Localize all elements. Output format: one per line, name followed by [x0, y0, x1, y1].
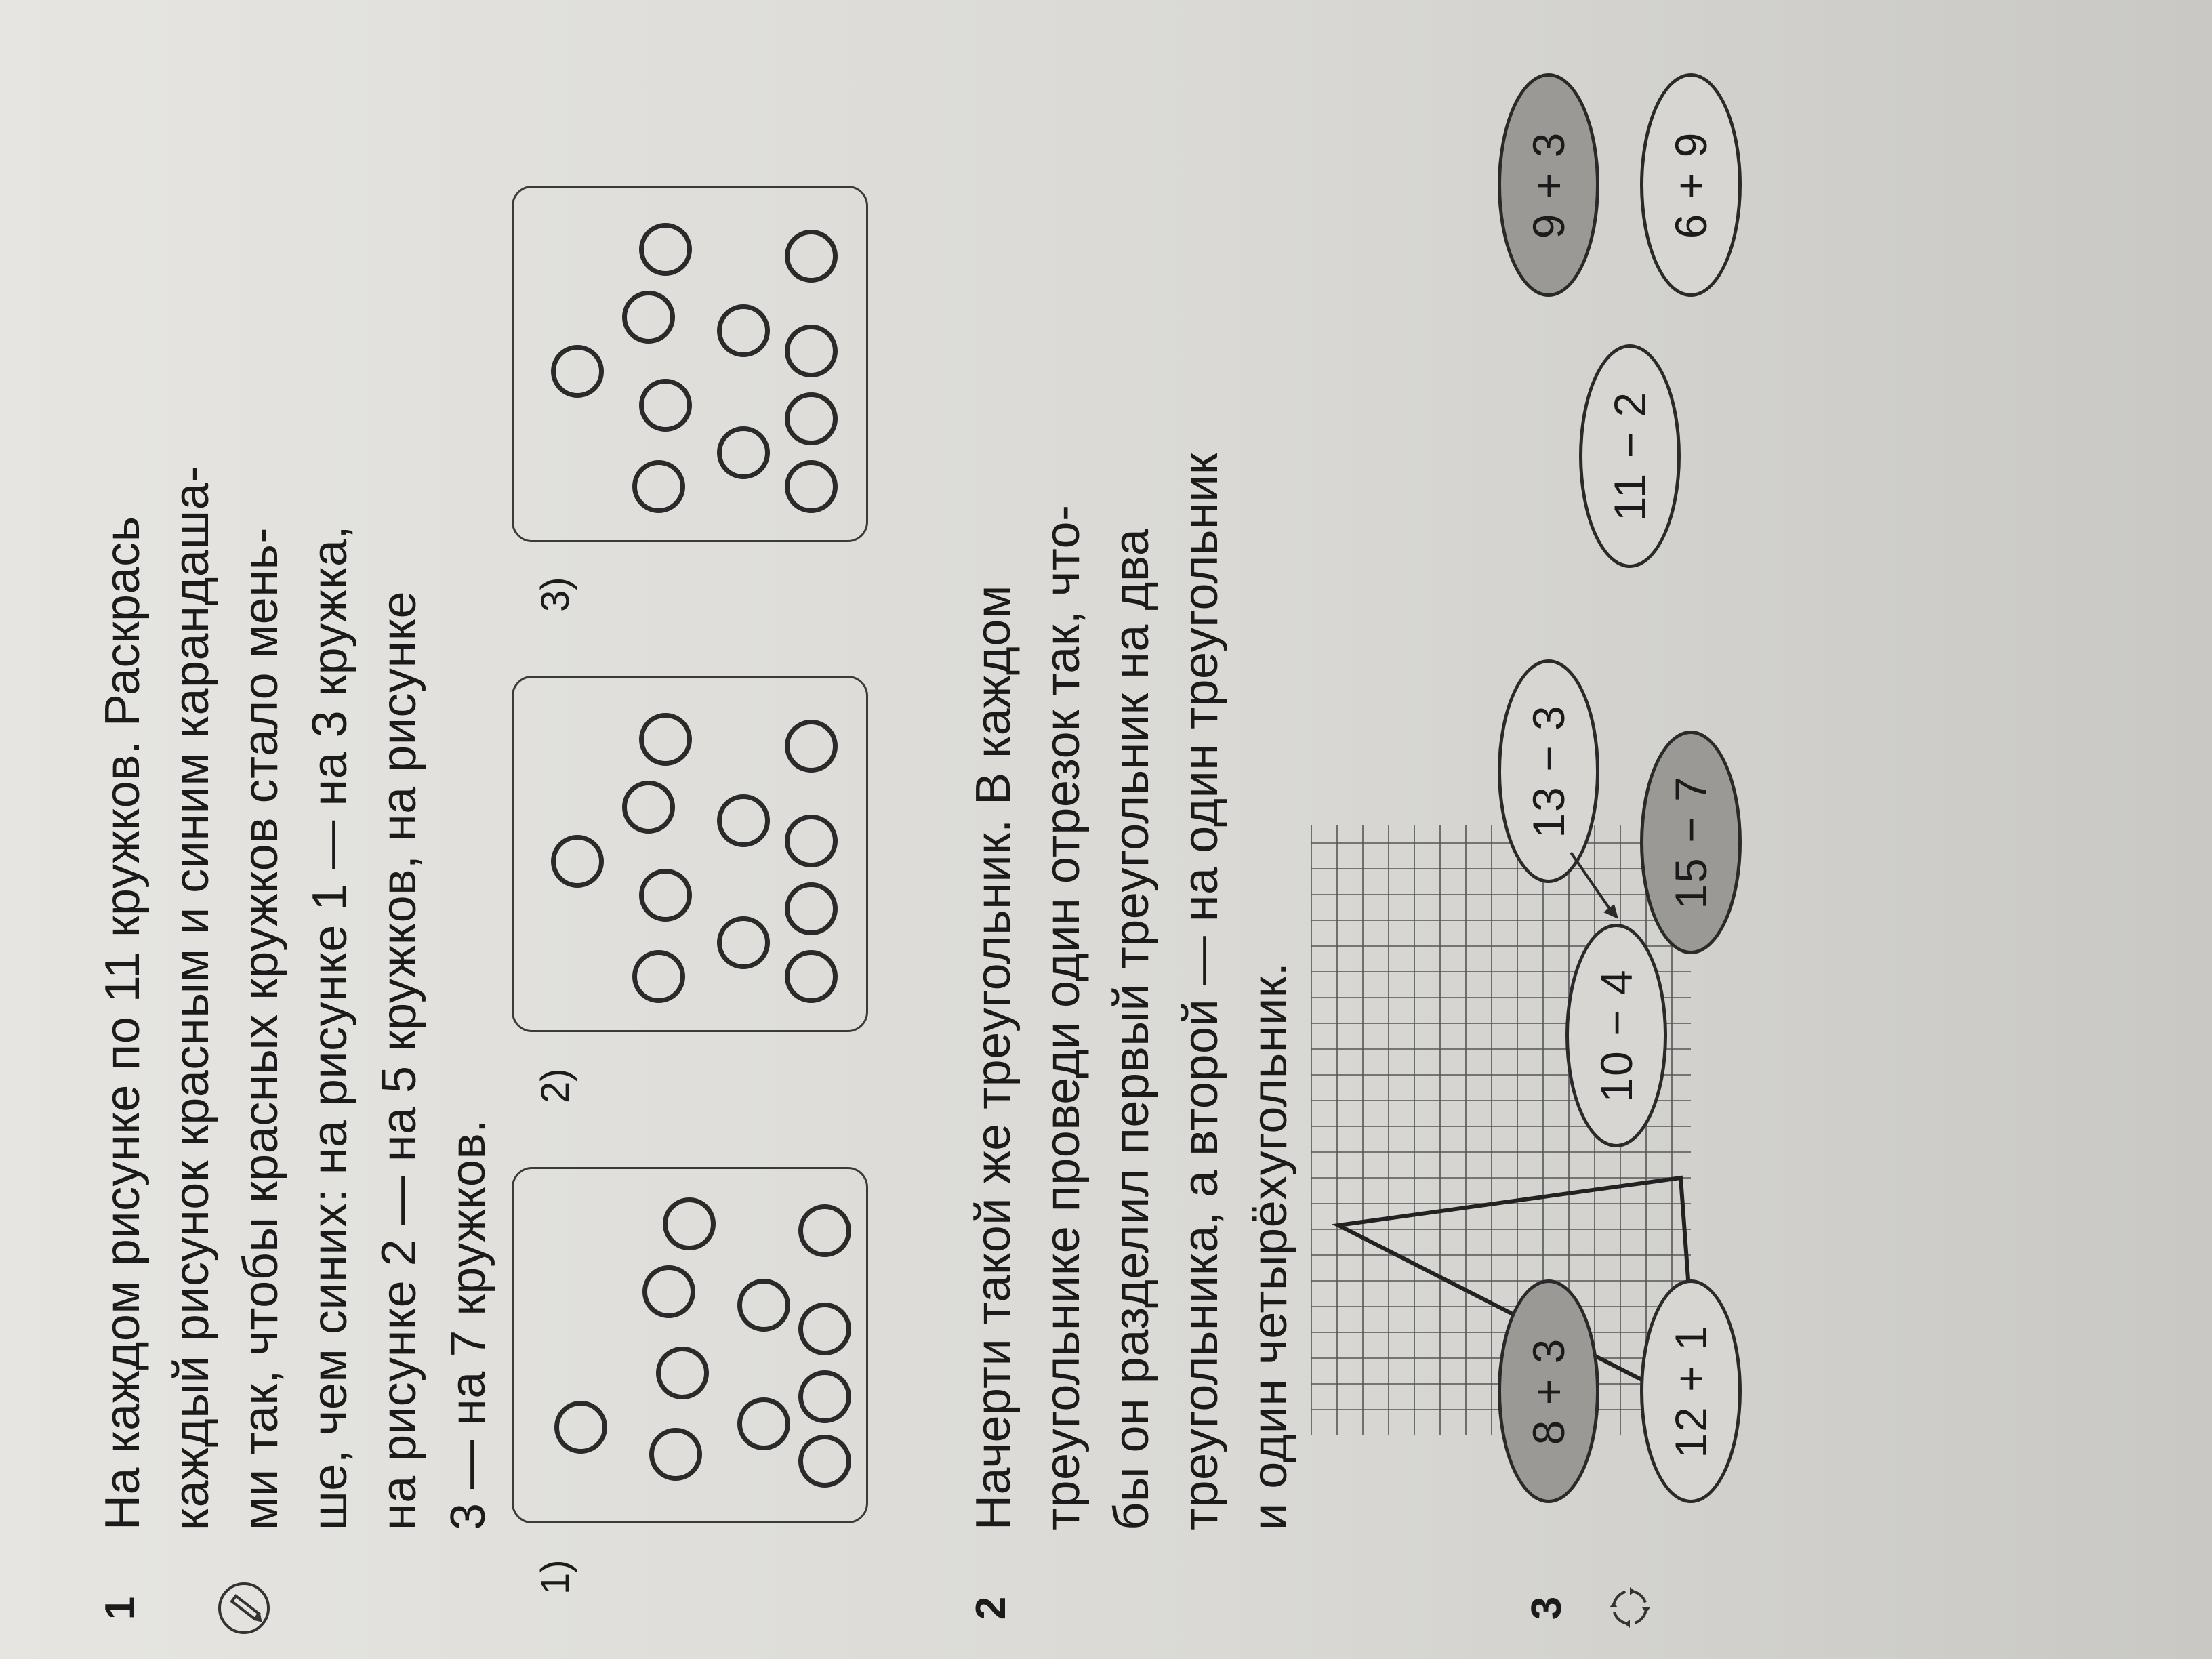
- task-1-line: на рисунке 2 — на 5 кружков, на рисунке: [372, 590, 426, 1530]
- task-1-line: 3 — на 7 кружков.: [441, 1119, 495, 1530]
- expression-oval[interactable]: 11 − 2: [1579, 344, 1681, 568]
- expression-oval[interactable]: 15 − 7: [1640, 731, 1742, 954]
- task-2-line: и один четырёхугольник.: [1243, 962, 1297, 1530]
- figure-3[interactable]: [512, 186, 868, 542]
- circle-to-color[interactable]: [554, 1401, 607, 1454]
- task-3-number: 3: [1523, 1596, 1570, 1620]
- circle-to-color[interactable]: [632, 460, 685, 513]
- task-1-line: каждый рисунок красным и синим карандаша-: [165, 466, 219, 1530]
- circle-to-color[interactable]: [785, 950, 838, 1003]
- circle-to-color[interactable]: [737, 1397, 790, 1450]
- circle-to-color[interactable]: [639, 379, 692, 432]
- task-1-line: ми так, чтобы красных кружков стало мень-: [234, 527, 288, 1530]
- task-2-line: треугольнике проведи один отрезок так, что-: [1036, 504, 1090, 1530]
- task-1-number: 1: [97, 1596, 144, 1620]
- circle-to-color[interactable]: [656, 1347, 709, 1399]
- expression-oval[interactable]: 10 − 4: [1565, 924, 1667, 1147]
- circle-to-color[interactable]: [737, 1279, 790, 1332]
- task-2: [959, 175, 1297, 1632]
- circle-to-color[interactable]: [785, 230, 838, 283]
- circle-to-color[interactable]: [798, 1370, 851, 1423]
- circle-to-color[interactable]: [798, 1435, 851, 1488]
- expression-oval[interactable]: 13 − 3: [1498, 659, 1599, 883]
- circle-to-color[interactable]: [551, 835, 604, 888]
- circle-to-color[interactable]: [785, 460, 838, 513]
- circle-to-color[interactable]: [642, 1265, 695, 1318]
- task-1-text: [88, 182, 503, 1530]
- circle-to-color[interactable]: [639, 713, 692, 766]
- task-2-number: 2: [968, 1596, 1015, 1620]
- circle-to-color[interactable]: [649, 1428, 702, 1481]
- expression-oval[interactable]: 12 + 1: [1640, 1279, 1742, 1503]
- circle-to-color[interactable]: [717, 916, 770, 969]
- task-2-line: Начерти такой же треугольник. В каждом: [966, 585, 1021, 1530]
- circle-to-color[interactable]: [717, 794, 770, 847]
- task-2-text: [959, 182, 1305, 1530]
- task-1-line: ше, чем синих: на рисунке 1 — на 3 кружка,: [303, 525, 357, 1530]
- circle-to-color[interactable]: [622, 291, 675, 344]
- circle-to-color[interactable]: [717, 426, 770, 479]
- expression-oval[interactable]: 9 + 3: [1498, 73, 1599, 297]
- circle-to-color[interactable]: [798, 1204, 851, 1257]
- figure-1-label: 1): [533, 1559, 577, 1595]
- drawn-arrow: [1565, 846, 1626, 927]
- circle-to-color[interactable]: [639, 223, 692, 276]
- circle-to-color[interactable]: [551, 345, 604, 398]
- task-2-line: бы он разделил первый треугольник на два: [1105, 528, 1159, 1530]
- task-1: [88, 175, 495, 1632]
- circle-to-color[interactable]: [717, 304, 770, 357]
- circle-to-color[interactable]: [622, 781, 675, 834]
- pencil-icon: [217, 1581, 271, 1635]
- task-2-line: треугольника, а второй — на один треугольник: [1174, 453, 1228, 1530]
- cycle-arrows-icon: [1603, 1580, 1657, 1635]
- figure-2-label: 2): [533, 1068, 577, 1103]
- circle-to-color[interactable]: [798, 1303, 851, 1355]
- figure-2[interactable]: [512, 676, 868, 1032]
- expression-oval[interactable]: 8 + 3: [1498, 1279, 1599, 1503]
- figure-3-label: 3): [533, 577, 577, 612]
- circle-to-color[interactable]: [785, 392, 838, 445]
- circle-to-color[interactable]: [785, 882, 838, 935]
- circle-to-color[interactable]: [785, 325, 838, 377]
- circle-to-color[interactable]: [785, 815, 838, 867]
- expression-oval[interactable]: 6 + 9: [1640, 73, 1742, 297]
- task-1-line: На каждом рисунке по 11 кружков. Раскрась: [96, 516, 150, 1530]
- figure-1[interactable]: [512, 1167, 868, 1523]
- circle-to-color[interactable]: [663, 1197, 716, 1250]
- circle-to-color[interactable]: [639, 869, 692, 922]
- circle-to-color[interactable]: [632, 950, 685, 1003]
- circle-to-color[interactable]: [785, 720, 838, 773]
